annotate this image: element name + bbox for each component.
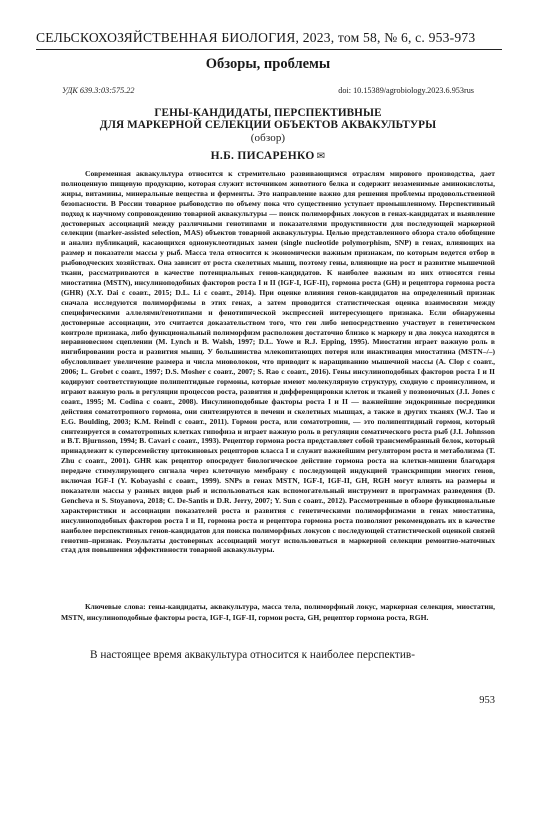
doi-link[interactable]: doi: 10.15389/agrobiology.2023.6.953rus [338,86,474,95]
udk-code: УДК 639.3:03:575.22 [62,86,135,95]
meta-row [62,86,474,95]
journal-header: СЕЛЬСКОХОЗЯЙСТВЕННАЯ БИОЛОГИЯ, 2023, том 58, № 6, с. 953-973 [36,30,502,50]
envelope-icon[interactable]: ✉ [316,151,326,162]
author-name: Н.Б. ПИСАРЕНКО [210,150,315,162]
abstract-text: Современная аквакультура относится к стремительно развивающимся отраслям мирового производства, дает полноценную пищевую продукцию, которая служит источником животного белка и содержит незаменимые аминокислоты, жиры, витамины, минеральные вещества и ферменты. Это направление важно для решения проблемы продовольственной безопасности. В России товарное рыбоводство по объему пока что существенно уступает промышленному. Перспективный подход к научному сопровождению товарной аквакультуры — поиск полиморфных локусов в генах-кандидатах и выявление достоверных ассоциаций между различными генотипами и показателями продуктивности для последующей маркерной селекции (marker-assisted selection, MAS) объектов товарной аквакультуры. Целью представленного обзора стало обобщение и анализ публикаций, касающихся однонуклеотидных замен (single nucleotide polymorphism, SNP) в генах, влияющих на размер и показатели массы у рыб. Масса тела относится к экономически важным признакам, по которым ведется отбор в рыбоводческих хозяйствах. Она зависит от роста скелетных мышц, поэтому гены, влияющие на рост и развитие мышечной ткани, рассматриваются в качестве потенциальных генов-кандидатов. К наиболее важным из них относятся гены миостатина (MSTN), инсулиноподобных факторов роста I и II (IGF-I, IGF-II), гормона роста (GH) и рецептора гормона роста (GHR) (X.Y. Dai с соавт., 2015; D.L. Li с соавт., 2014). При оценке влияния генов-кандидатов на определенный признак сначала исследуются полиморфизмы в этих генах, а затем проводится статистическая оценка взаимосвязи между специфическими аллелями/генотипами и фенотипической экспрессией интересующего признака. Если обнаружены достоверные ассоциации, это считается доказательством того, что ген либо непосредственно участвует в генетическом контроле признака, либо функциональный полиморфизм расположен достаточно близко к маркеру и два локуса находятся в неравновесном сцеплении (M. Lynch и B. Walsh, 1997; D.L. Yowe и R.J. Epping, 1995). Миостатин играет важную роль в ингибировании роста и развития мышц. У большинства млекопитающих потеря или инактивация миостатина (MSTN–/–) обусловливает увеличение размера и числа миоволокон, что приводит к наращиванию мышечной массы (A. Clop с соавт., 2006; L. Grobet с соавт., 1997; D.S. Mosher с соавт., 2007; S. Rao с соавт., 2016). Гены инсулиноподобных факторов роста I и II кодируют соответствующие полипептидные гормоны, которые имеют молекулярную структуру, сходную с проинсулином, и играют важную роль в регуляции процессов роста, развития и дифференцировки клеток и тканей у позвоночных (J.I. Jones с соавт., 1995; M. Codina с соавт., 2008). Инсулиноподобные факторы роста I и II — важнейшие эндокринные посредники действия соматотропного гормона, они синтезируются в печени и скелетных мышцах, а также в других тканях (W.J. Tao и E.G. Boulding, 2003; K.M. Reindl с соавт., 2011). Гормон роста, или соматотропин, — это полипептидный гормон, который синтезируется в соматотропных клетках гипофиза и играет важную роль в регуляции соматического роста рыб (J.I. Johnsson и B.T. Bjurnsson, 1994; B. Cavari с соавт., 1993). Рецептор гормона роста представляет собой трансмембранный белок, который принадлежит к суперсемейству цитокиновых рецепторов класса I и служит важнейшим регулятором роста и метаболизма (T. Zhu с соавт., 2001). GHR как рецептор опосредует биологическое действие гормона роста на клетки-мишени благодаря передаче стимулирующего сигнала через клеточную мембрану с последующей индукцией транскрипции многих генов, включая IGF-I (Y. Kobayashi с соавт., 1999). SNPs в генах MSTN, IGF-I, IGF-II, GH, RGH могут влиять на размеры и показатели массы у разных видов рыб и использоваться как вспомогательный инструмент в программах разведения (D. Gencheva и S. Stoyanova, 2018; C. De-Santis и D.R. Jerry, 2007; Y. Sun с соавт., 2012). Рассмотренные в обзоре функциональные характеристики и ассоциации показателей роста и развития с генетическими полиморфизмами в генах миостатина, инсулиноподобных факторов роста I и II, гормона роста и рецептора гормона роста позволяют рекомендовать их в качестве наиболее перспективных генов-кандидатов для поиска полиморфных локусов с последующей статистической оценкой связей генотип–признак. Результаты достоверных ассоциаций могут использоваться в маркерной селекции ремонтно-маточных стад для повышения эффективности товарной аквакультуры. [61,169,495,555]
article-title-line2: ДЛЯ МАРКЕРНОЙ СЕЛЕКЦИИ ОБЪЕКТОВ АКВАКУЛЬТУРЫ [99,119,437,132]
section-title: Обзоры, проблемы [205,56,331,72]
article-title-line1: ГЕНЫ-КАНДИДАТЫ, ПЕРСПЕКТИВНЫЕ [154,107,382,119]
article-title [0,107,536,144]
article-subtitle: (обзор) [250,131,286,144]
author-name-block [0,150,536,162]
page-number: 953 [479,695,495,706]
body-first-line: В настоящее время аквакультура относится к наиболее перспектив- [90,649,415,661]
keywords-text: Ключевые слова: гены-кандидаты, аквакультура, масса тела, полиморфный локус, маркерная селекция, миостатин, MSTN, инсулиноподобные факторы роста, IGF-I, IGF-II, гормон роста, GH, рецептор гормона роста, RGH. [61,602,495,622]
